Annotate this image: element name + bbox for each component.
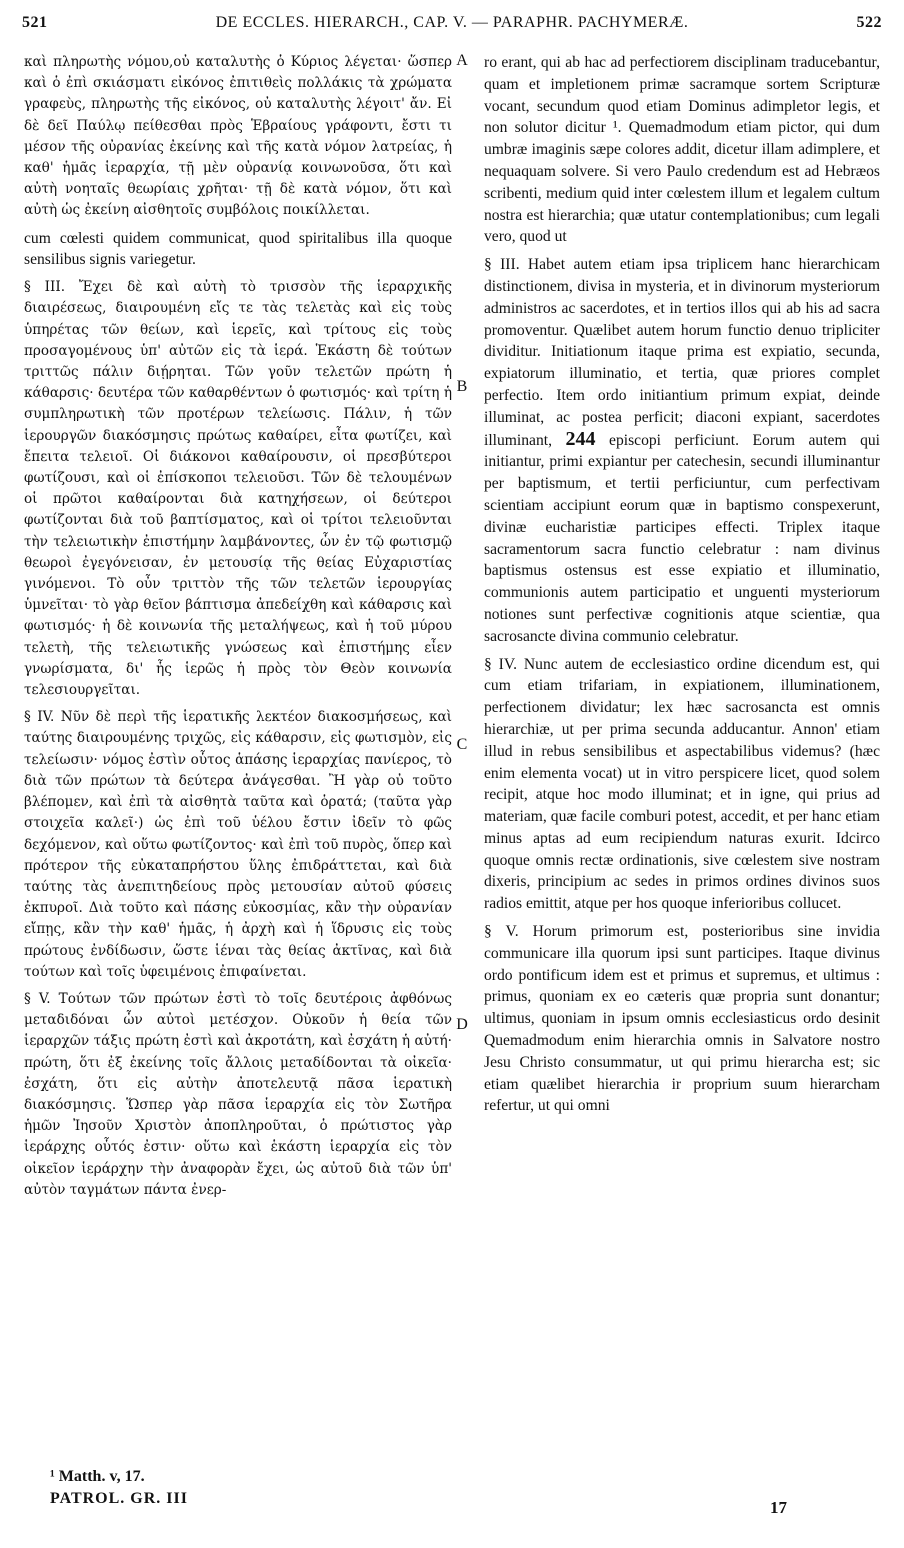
latin-section-3-text: § III. Habet autem etiam ipsa triplicem hanc hierarchicam distinctionem, divisa in mysteria, et in divinorum mysteriorum administros ac sacerdotes, et in tertios illos qui ab his ad sacra promoventur. Quælibet autem horum functio denuo tripliciter dividitur. Initiationum itaque prima est expiatio, secunda, expiatorum illuminatio, et tertia, quæ priores complet perfectio. Item ordo initiantium primum expiat, deinde illuminat, ac postea perficit; diaconi expiant, sacerdotes illuminant,	[484, 256, 880, 449]
footnote: ¹ Matth. v, 17.	[50, 1468, 145, 1485]
latin-inline-paragraph: cum cœlesti quidem communicat, quod spiritalibus illa quoque sensilibus signis variegetur.	[24, 229, 452, 269]
margin-marker-b: B	[456, 378, 468, 395]
running-title: DE ECCLES. HIERARCH., CAP. V. — PARAPHR. PACHYMERÆ.	[215, 14, 689, 31]
greek-paragraph-section-4: § IV. Νῦν δὲ περὶ τῆς ἱερατικῆς λεκτέον διακοσμήσεως, καὶ ταύτης διαιρουμένης τριχῶς, εἰς κάθαρσιν, εἰς φωτισμὸν, εἰς τελείωσιν· νόμος ἐστὶν οὗτος ἁπάσης ἱεραρχίας πανίερος, τὸ διὰ τῶν πρώτων τὰ δεύτερα ἀνάγεσθαι. Ἢ γὰρ οὐ τοῦτο βλέπομεν, καὶ ἐπὶ τὰ αἰσθητὰ ταῦτα καὶ ὁρατά; (ταῦτα γὰρ στοιχεῖα καλεῖ·) ὡς ἐπὶ τοῦ ὑέλου ἔστιν ἰδεῖν τὸ φῶς δεχόμενον, καὶ οὕτω φωτίζοντος· καὶ ἐπὶ τοῦ πυρὸς, ὅπερ καὶ πρότερον τῆς εὐκαταπρήστου ὕλης ἐπιδράττεται, καὶ διὰ ταύτης τὰς ἀνεπιτηδείους πρὸς μετουσίαν αὐτοῦ φύσεις ἐκπυροῖ. Διὰ τοῦτο καὶ πάσης εὐκοσμίας, κἂν τὴν οὐρανίαν εἴπῃς, κἂν τὴν καθ' ἡμᾶς, ἡ ἀρχὴ καὶ ἡ ἵδρυσις εἰς τοὺς πρώτους ἐνδίδωσιν, ὥστε ἱέναι τὰς θείας ἀκτῖνας, καὶ διὰ τούτων καὶ τοῖς ὑφειμένοις ἐπιφαίνεται.	[24, 709, 452, 980]
page-footer	[50, 1468, 188, 1508]
column-number-marker: 244	[565, 427, 596, 450]
greek-paragraph-section-3: § III. Ἔχει δὲ καὶ αὐτὴ τὸ τρισσὸν τῆς ἱεραρχικῆς διαιρέσεως, διαιρουμένη εἴς τε τὰς τελετὰς καὶ εἰς τοὺς ὑπηρέτας τῶν θείων, καὶ ἱερεῖς, καὶ τρίτους εἰς τοὺς προσαγομένους ὑπ' αὐτῶν εἰς τὰ ἱερά. Ἑκάστη δὲ τούτων τριττῶς πάλιν διῄρηται. Τῶν γοῦν τελετῶν πρώτη ἡ κάθαρσις· δευτέρα τῶν καθαρθέντων ὁ φωτισμός· καὶ τρίτη ἡ συμπληρωτικὴ τῶν προτέρων τελείωσις. Πάλιν, ἡ τῶν ἱερουργῶν διακόσμησις πρώτως καθαίρει, εἶτα φωτίζει, καὶ ἔπειτα τελειοῖ. Οἱ διάκονοι καθαίρουσιν, οἱ πρεσβύτεροι φωτίζουσι, καὶ οἱ ἐπίσκοποι τελειοῦσι. Τῶν δὲ τελουμένων οἱ πρῶτοι καθαίρονται διὰ κατηχήσεων, οἱ δεύτεροι φωτίζονται διὰ τοῦ βαπτίσματος, καὶ οἱ τρίτοι τελειοῦνται τὴν τελειωτικὴν ἐπιστήμην λαμβάνοντες, ὧν ἐν τῷ φωτισμῷ θεωροὶ ἐγεγόνεισαν, ἐν μετουσίᾳ τῆς θείας Εὐχαριστίας γινόμενοι. Τὸ οὖν τριττὸν τῆς τῶν τελετῶν ἱερουργίας ὑμνεῖται· τὸ γὰρ θεῖον βάπτισμα ἀπεδείχθη καὶ κάθαρσις καὶ φωτισμός· ἡ δὲ κοινωνία τῆς μεταλήψεως, καὶ ἡ τοῦ μύρου τελετὴ, τῆς τελειωτικῆς γνώσεως καὶ ἐπιστήμης εἶεν γνωρίσματα, δι' ἧς ἱερῶς ἡ πρὸς τὸν Θεὸν κοινωνία τελεσιουργεῖται.	[24, 279, 452, 699]
margin-marker-d: D	[456, 1016, 468, 1033]
latin-paragraph-section-3	[484, 254, 880, 647]
latin-paragraph-section-5: § V. Horum primorum est, posterioribus sine invidia communicare illa quorum ipsi sunt participes. Itaque divinus ordo pontificum idem est et primus et supremus, et ultimus : primus, quoniam ex eo cæteris quæ propria sunt donantur; ultimus, quoniam in ipsum omnis ecclesiasticus ordo desinit Quemadmodum enim hierarchia omnis in Salvatore nostro Jesu Christo consummatur, ut qui primu hierarcha est; sic etiam quælibet hierarchia ir proprium suum hierarcham refertur, ut qui omni	[484, 923, 880, 1115]
signature-mark: PATROL. GR. III	[50, 1490, 188, 1507]
greek-paragraph-section-5: § V. Τούτων τῶν πρώτων ἐστὶ τὸ τοῖς δευτέροις ἀφθόνως μεταδιδόναι ὧν αὐτοὶ μετέσχον. Οὐκοῦν ἡ θεία τῶν ἱεραρχῶν τάξις πρώτη ἐστὶ καὶ ἀκροτάτη, καὶ ἐσχάτη ἡ αὐτή· πρώτη, ὅτι ἐξ ἐκείνης τοῖς ἄλλοις μεταδίδονται τὰ οἰκεῖα· ἐσχάτη, ὅτι εἰς αὐτὴν ἀποτελευτᾷ πᾶσα ἱερατικὴ διακόσμησις. Ὥσπερ γὰρ πᾶσα ἱεραρχία εἰς τὸν Σωτῆρα ἡμῶν Ἰησοῦν Χριστὸν ἀποπληροῦται, ὁ πρώτιστος γὰρ ἱεράρχης οὗτός ἐστιν· οὕτω καὶ ἑκάστη ἱεραρχία εἰς τὸν οἰκεῖον ἱεράρχην τὴν ἀναφορὰν ἔχει, ὡς αὐτοῦ διὰ τῶν ὑπ' αὐτὸν ταγμάτων πάντα ἐνερ-	[24, 990, 452, 1198]
greek-column	[24, 52, 452, 1201]
page-number-left: 521	[22, 14, 48, 31]
latin-paragraph-section-4: § IV. Nunc autem de ecclesiastico ordine dicendum est, qui cum etiam trifariam, in expiationem, illuminationem, perfectionem dividatur; lex hæc sacrosancta est omnis hierarchiæ, ut per prima secunda adducantur. Annon' etiam illud in rebus sensibilibus et aspectabilibus videmus? (hæc enim elementa vocat) ut in vitro perspicere licet, quod solem recipit, atque hoc modo illuminat; et in igne, qui prius ad materiam, quæ facile comburi potest, accedit, et per hanc etiam minus aptas ad eum recipiendum naturas exurit. Idcirco quoque omnis rectæ ordinationis, sive cœlestem sive nostram dixeris, principium ac sedes in primos ordines divinos suos radios emittit, atque per hos quoque inferioribus collucet.	[484, 655, 880, 913]
sheet-number: 17	[770, 1498, 787, 1517]
latin-section-3-continuation: episcopi perficiunt. Eorum autem qui initiantur, primi expiantur per catechesin, secundi illuminantur per baptismum, et tertii perficiuntur, cum perfectivam scientiam accipiunt eorum quæ in baptismo conspexerunt, divinæ eucharistiæ participes effecti. Triplex itaque sacramentorum sacra functio celebratur : nam divinus baptismus ostensus est esse expiatio et illuminatio, communionis autem participatio et unguenti mysteriorum notiones sunt perfectivæ cognitionis atque scientiæ, qua sacrosancte divina communio celebratur.	[484, 431, 881, 645]
latin-paragraph-1: ro erant, qui ab hac ad perfectiorem disciplinam traducebantur, quam et impletionem primæ sacramque sortem Scripturæ vocant, secundum quod etiam Dominus adimpletor legis, et non solutor dicitur ¹. Quemadmodum etiam pictor, qui dum umbræ imaginis sæpe colores addit, dicetur illam adimplere, et nequaquam solvere. Si vero Paulo credendum est ad Hebræos scribenti, medium quid inter cœlestem illum et legalem cultum nostra est hierarchia; quæ utatur contemplationibus; cum legali vero, quod ut	[484, 54, 880, 246]
page-number-right: 522	[856, 14, 882, 31]
greek-paragraph-1: καὶ πληρωτὴς νόμου,οὐ καταλυτὴς ὁ Κύριος λέγεται· ὥσπερ καὶ ὁ ἐπὶ σκιάσματι εἰκόνος ἐπιτιθεὶς πολλάκις τὰ χρώματα γραφεὺς, πληρωτὴς τῆς εἰκόνος, οὐ καταλυτὴς λέγοιτ' ἄν. Εἰ δὲ δεῖ Παύλῳ πείθεσθαι πρὸς Ἑβραίους γράφοντι, ἔστι τι μέσον τῆς οὐρανίας ἐκείνης καὶ τῆς κατὰ νόμον λατρείας, ἡ καθ' ἡμᾶς ἱεραρχία, τῇ μὲν οὐρανίᾳ κοινωνοῦσα, ὅτι καὶ αὐτὴ νοηταῖς θεωρίαις χρῆται· τῇ δὲ κατὰ νόμον, ὅτι καὶ αὐτὴ ὡς ἐκείνη αἰσθητοῖς συμβόλοις ποικίλλεται.	[24, 54, 452, 219]
latin-column	[484, 52, 880, 1117]
margin-marker-a: A	[456, 52, 468, 69]
margin-marker-c: C	[456, 736, 468, 753]
running-header	[22, 14, 882, 42]
